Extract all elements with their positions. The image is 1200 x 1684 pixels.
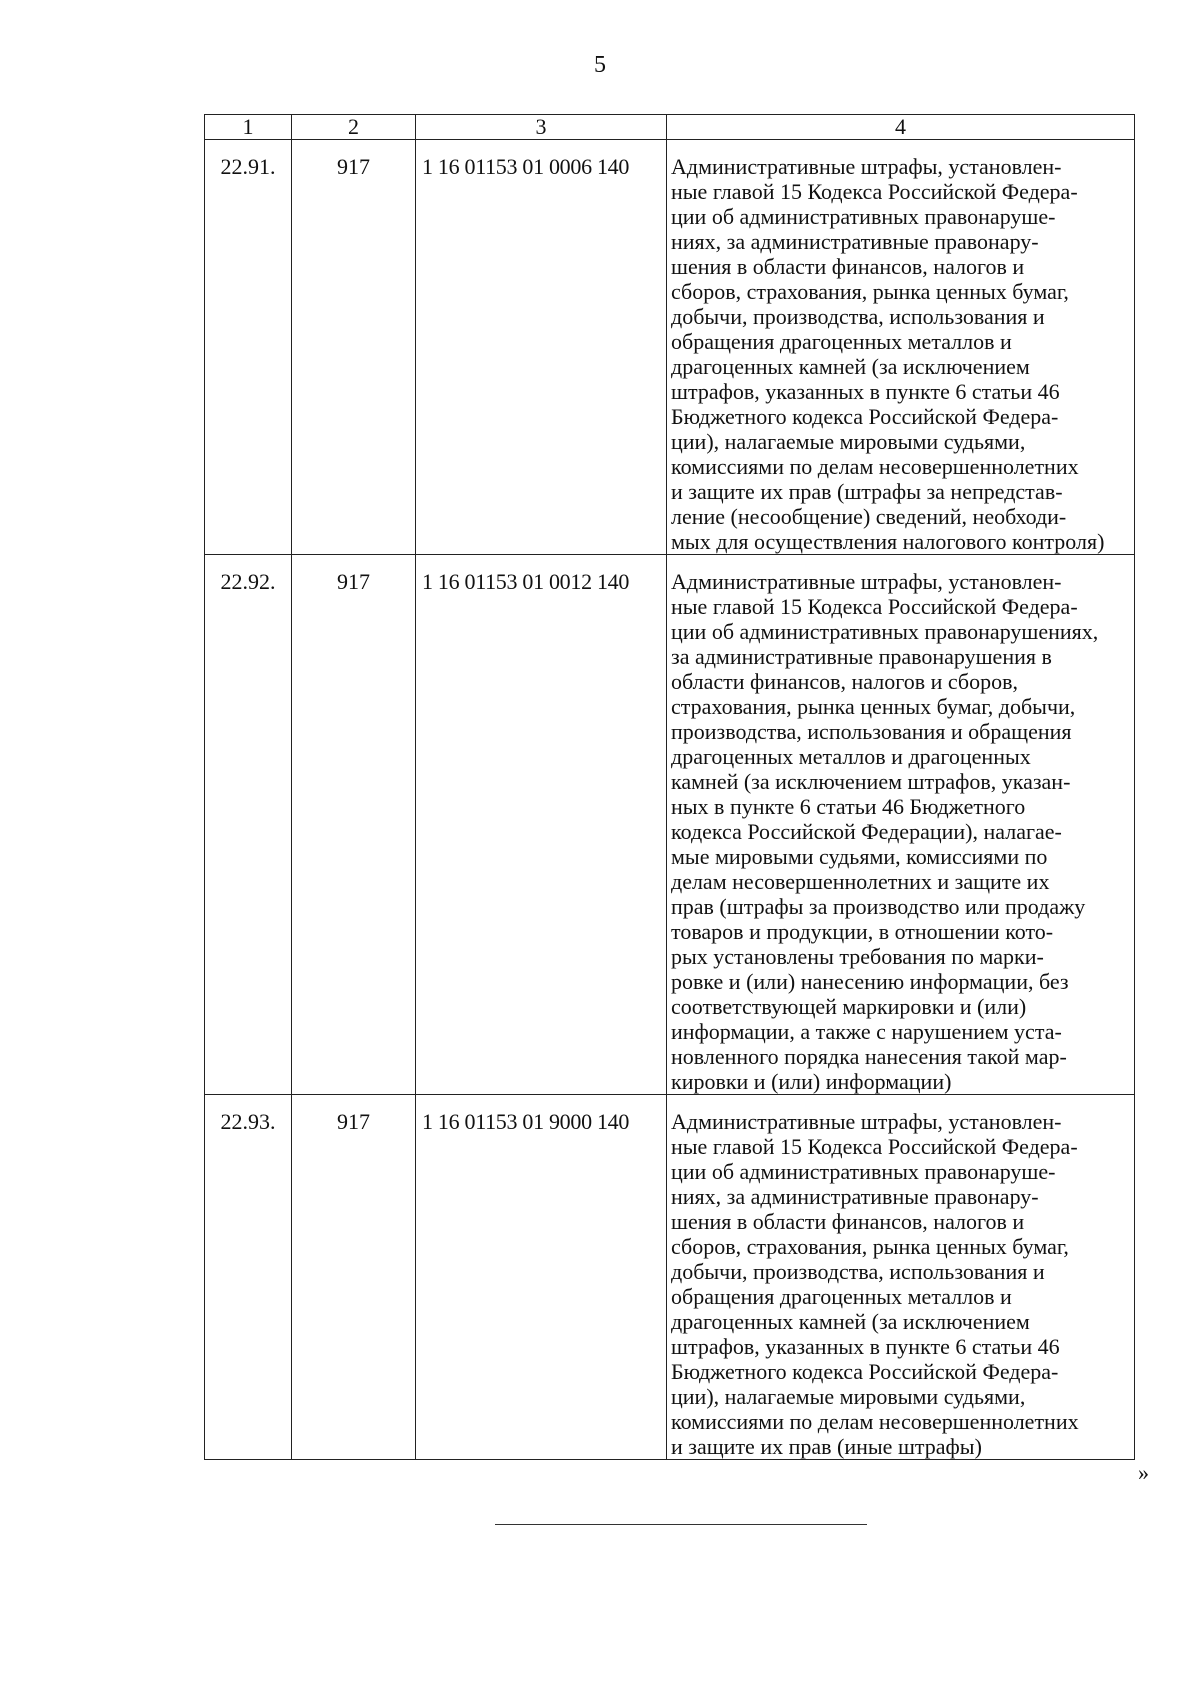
description-line: новленного порядка нанесения такой мар- — [671, 1044, 1067, 1069]
description-line: обращения драгоценных металлов и — [671, 329, 1012, 354]
description-line: страхования, рынка ценных бумаг, добычи, — [671, 694, 1076, 719]
description-line: области финансов, налогов и сборов, — [671, 669, 1018, 694]
budget-code-cell: 1 16 01153 01 9000 140 — [416, 1095, 667, 1460]
description-line: драгоценных камней (за исключением — [671, 1309, 1030, 1334]
table-body — [205, 140, 1135, 1460]
description-line: ных в пункте 6 статьи 46 Бюджетного — [671, 794, 1026, 819]
description-line: добычи, производства, использования и — [671, 304, 1045, 329]
description-line: обращения драгоценных металлов и — [671, 1284, 1012, 1309]
description-line: кодекса Российской Федерации), налагае- — [671, 819, 1062, 844]
column-header-2: 2 — [292, 115, 416, 140]
description-line: шения в области финансов, налогов и — [671, 1209, 1025, 1234]
description-line: Административные штрафы, установлен- — [671, 1109, 1062, 1134]
administrator-code-cell: 917 — [292, 555, 416, 1095]
description-line: драгоценных камней (за исключением — [671, 354, 1030, 379]
table-row — [205, 555, 1135, 1095]
description-line: информации, а также с нарушением уста- — [671, 1019, 1062, 1044]
table-header-row — [205, 115, 1135, 140]
description-line: Бюджетного кодекса Российской Федера- — [671, 1359, 1059, 1384]
description-line: ные главой 15 Кодекса Российской Федера- — [671, 1134, 1078, 1159]
description-line: шения в области финансов, налогов и — [671, 254, 1025, 279]
description-line: ции об административных правонаруше- — [671, 204, 1056, 229]
description-line: ление (несообщение) сведений, необходи- — [671, 504, 1067, 529]
description-line: за административные правонарушения в — [671, 644, 1052, 669]
description-line: мые мировыми судьями, комиссиями по — [671, 844, 1048, 869]
description-line: ниях, за административные правонару- — [671, 1184, 1039, 1209]
description-line: комиссиями по делам несовершеннолетних — [671, 454, 1079, 479]
column-header-4: 4 — [667, 115, 1135, 140]
description-line: соответствующей маркировки и (или) — [671, 994, 1027, 1019]
description-cell — [667, 555, 1135, 1095]
column-header-3: 3 — [416, 115, 667, 140]
column-header-1: 1 — [205, 115, 292, 140]
description-cell — [667, 1095, 1135, 1460]
budget-classification-table — [204, 114, 1135, 1460]
bottom-divider — [495, 1524, 867, 1525]
description-line: и защите их прав (штрафы за непредстав- — [671, 479, 1063, 504]
description-line: делам несовершеннолетних и защите их — [671, 869, 1050, 894]
description-line: ции об административных правонарушениях, — [671, 619, 1099, 644]
administrator-code-cell: 917 — [292, 1095, 416, 1460]
description-line: рых установлены требования по марки- — [671, 944, 1044, 969]
page-number: 5 — [594, 52, 606, 78]
description-line: ные главой 15 Кодекса Российской Федера- — [671, 594, 1078, 619]
administrator-code-cell: 917 — [292, 140, 416, 555]
description-line: ции), налагаемые мировыми судьями, — [671, 1384, 1026, 1409]
table-row — [205, 140, 1135, 555]
row-number-cell: 22.93. — [205, 1095, 292, 1460]
description-line: штрафов, указанных в пункте 6 статьи 46 — [671, 1334, 1060, 1359]
table-row — [205, 1095, 1135, 1460]
description-line: драгоценных металлов и драгоценных — [671, 744, 1031, 769]
row-number-cell: 22.92. — [205, 555, 292, 1095]
description-line: производства, использования и обращения — [671, 719, 1072, 744]
description-line: товаров и продукции, в отношении кото- — [671, 919, 1054, 944]
description-line: кировки и (или) информации) — [671, 1069, 952, 1094]
budget-code-cell: 1 16 01153 01 0006 140 — [416, 140, 667, 555]
description-line: сборов, страхования, рынка ценных бумаг, — [671, 279, 1069, 304]
description-line: ции об административных правонаруше- — [671, 1159, 1056, 1184]
description-line: прав (штрафы за производство или продажу — [671, 894, 1086, 919]
description-line: Административные штрафы, установлен- — [671, 569, 1062, 594]
description-line: комиссиями по делам несовершеннолетних — [671, 1409, 1079, 1434]
description-line: штрафов, указанных в пункте 6 статьи 46 — [671, 379, 1060, 404]
row-number-cell: 22.91. — [205, 140, 292, 555]
closing-quote: » — [1138, 1460, 1149, 1485]
description-line: сборов, страхования, рынка ценных бумаг, — [671, 1234, 1069, 1259]
description-line: ровке и (или) нанесению информации, без — [671, 969, 1069, 994]
description-line: ниях, за административные правонару- — [671, 229, 1039, 254]
description-line: добычи, производства, использования и — [671, 1259, 1045, 1284]
description-cell — [667, 140, 1135, 555]
description-line: Административные штрафы, установлен- — [671, 154, 1062, 179]
description-line: Бюджетного кодекса Российской Федера- — [671, 404, 1059, 429]
description-line: мых для осуществления налогового контроля) — [671, 529, 1105, 554]
description-line: и защите их прав (иные штрафы) — [671, 1434, 982, 1459]
description-line: ции), налагаемые мировыми судьями, — [671, 429, 1026, 454]
description-line: ные главой 15 Кодекса Российской Федера- — [671, 179, 1078, 204]
budget-code-cell: 1 16 01153 01 0012 140 — [416, 555, 667, 1095]
description-line: камней (за исключением штрафов, указан- — [671, 769, 1071, 794]
